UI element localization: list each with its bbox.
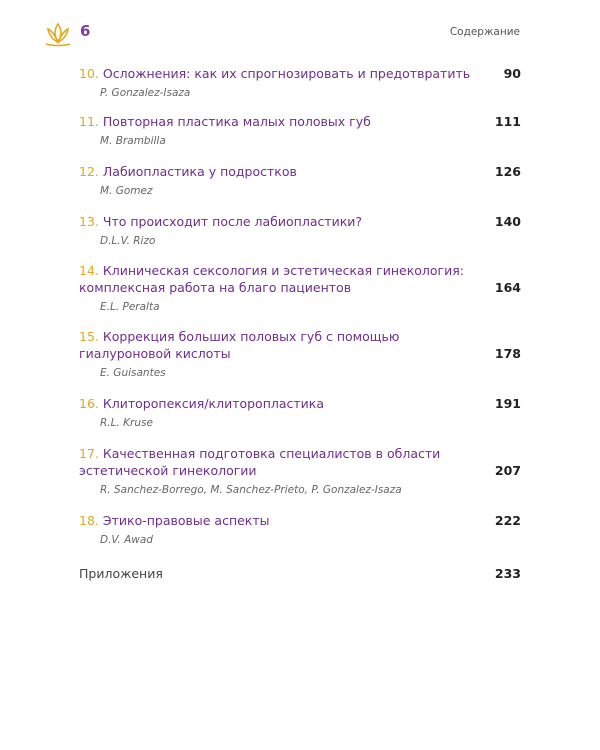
toc-entry-author: M. Gomez — [100, 185, 153, 197]
toc-entry-page: 111 — [494, 114, 521, 129]
toc-entry-appendix[interactable] — [79, 565, 521, 582]
toc-entry-author: R. Sanchez-Borrego, M. Sanchez-Prieto, P. Gonzalez-Isaza — [100, 484, 402, 496]
toc-entry-title: 11. Повторная пластика малых половых губ — [79, 114, 371, 129]
toc-entry-title: 16. Клиторопексия/клиторопластика — [79, 396, 325, 411]
toc-entry-author: M. Brambilla — [100, 135, 166, 147]
lotus-logo-icon — [43, 20, 73, 50]
section-title: Содержание — [449, 26, 520, 38]
toc-entry-page: 191 — [494, 396, 521, 411]
toc-entry-title: 10. Осложнения: как их спрогнозировать и предотвратить — [79, 66, 471, 81]
toc-entry-author: P. Gonzalez-Isaza — [100, 87, 191, 99]
toc-entry-title: 18. Этико-правовые аспекты — [79, 513, 270, 528]
toc-entry[interactable] — [79, 445, 521, 497]
toc-entry-page: 90 — [503, 66, 521, 81]
toc-entry-page: 178 — [494, 346, 521, 361]
toc-entry-title: 17. Качественная подготовка специалистов в области эстетической гинекологии — [79, 446, 441, 478]
toc-entry[interactable] — [79, 262, 521, 314]
toc-entry[interactable] — [79, 512, 521, 547]
toc-entry[interactable] — [79, 65, 521, 100]
toc-entry-page: 164 — [494, 280, 521, 295]
toc-entry-title: 13. Что происходит после лабиопластики? — [79, 214, 363, 229]
toc-entry-title: 14. Клиническая сексология и эстетическая гинекология: комплексная работа на благо пациентов — [79, 263, 464, 295]
toc-entry-author: D.V. Awad — [100, 534, 153, 546]
toc-entry[interactable] — [79, 113, 521, 148]
toc-entry-title: 12. Лабиопластика у подростков — [79, 164, 297, 179]
toc-entry-page: 126 — [494, 164, 521, 179]
toc-entry-title: 15. Коррекция больших половых губ с помощью гиалуроновой кислоты — [79, 329, 400, 361]
page-number: 6 — [80, 22, 91, 40]
toc-entry-author: D.L.V. Rizo — [100, 235, 156, 247]
toc-entry-author: E. Guisantes — [100, 367, 166, 379]
toc-entry[interactable] — [79, 328, 521, 380]
toc-entry-page: 222 — [494, 513, 521, 528]
toc-entry[interactable] — [79, 395, 521, 430]
toc-entry-page: 207 — [494, 463, 521, 478]
appendix-title: Приложения — [79, 566, 163, 581]
page-header — [0, 0, 600, 60]
toc-entry-page: 140 — [494, 214, 521, 229]
toc-entry[interactable] — [79, 213, 521, 248]
appendix-page: 233 — [494, 566, 521, 581]
toc-entry[interactable] — [79, 163, 521, 198]
toc-entry-author: R.L. Kruse — [100, 417, 153, 429]
toc-entry-author: E.L. Peralta — [100, 301, 160, 313]
